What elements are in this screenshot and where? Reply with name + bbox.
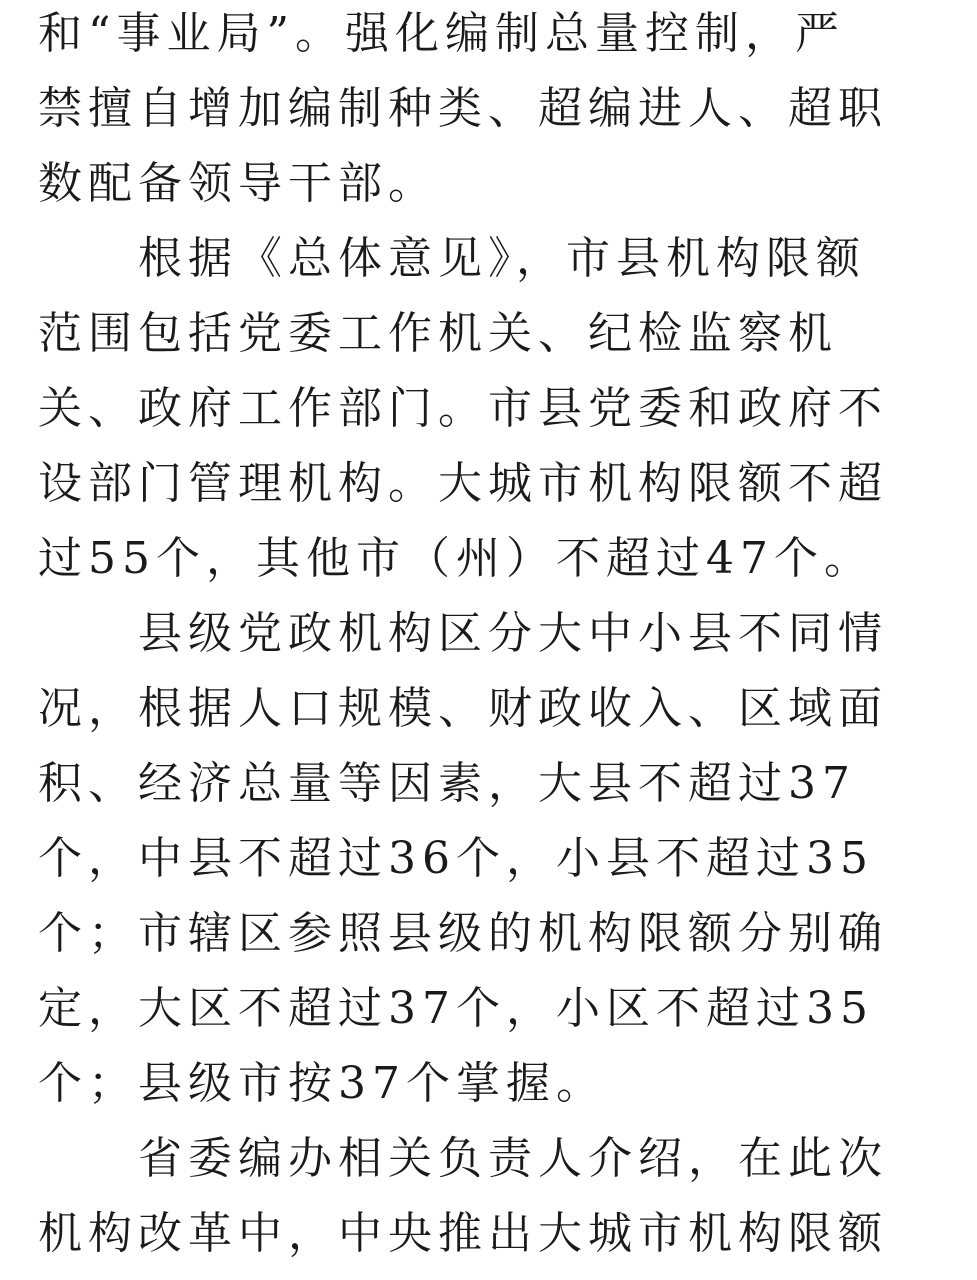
text-line: 机构改革中，中央推出大城市机构限额 bbox=[38, 1208, 888, 1259]
text-line: 个，中县不超过36个，小县不超过35 bbox=[38, 833, 874, 884]
text-line: 况，根据人口规模、财政收入、区域面 bbox=[38, 683, 888, 734]
text-line: 个；县级市按37个掌握。 bbox=[38, 1058, 606, 1109]
text-line: 数配备领导干部。 bbox=[38, 158, 438, 209]
paragraph-start-line: 根据《总体意见》，市县机构限额 bbox=[138, 233, 866, 284]
text-line: 范围包括党委工作机关、纪检监察机 bbox=[38, 308, 838, 359]
text-line: 个；市辖区参照县级的机构限额分别确 bbox=[38, 908, 888, 959]
text-line: 禁擅自增加编制种类、超编进人、超职 bbox=[38, 83, 888, 134]
article-body bbox=[38, 0, 898, 1271]
text-line: 设部门管理机构。大城市机构限额不超 bbox=[38, 458, 888, 509]
text-line: 和“事业局”。强化编制总量控制，严 bbox=[38, 8, 845, 59]
paragraph-start-line: 县级党政机构区分大中小县不同情 bbox=[138, 608, 888, 659]
paragraph-start-line: 省委编办相关负责人介绍，在此次 bbox=[138, 1133, 888, 1184]
text-line: 过55个，其他市（州）不超过47个。 bbox=[38, 533, 874, 584]
text-line: 定，大区不超过37个，小区不超过35 bbox=[38, 983, 874, 1034]
text-line: 关、政府工作部门。市县党委和政府不 bbox=[38, 383, 888, 434]
text-line: 积、经济总量等因素，大县不超过37 bbox=[38, 758, 856, 809]
